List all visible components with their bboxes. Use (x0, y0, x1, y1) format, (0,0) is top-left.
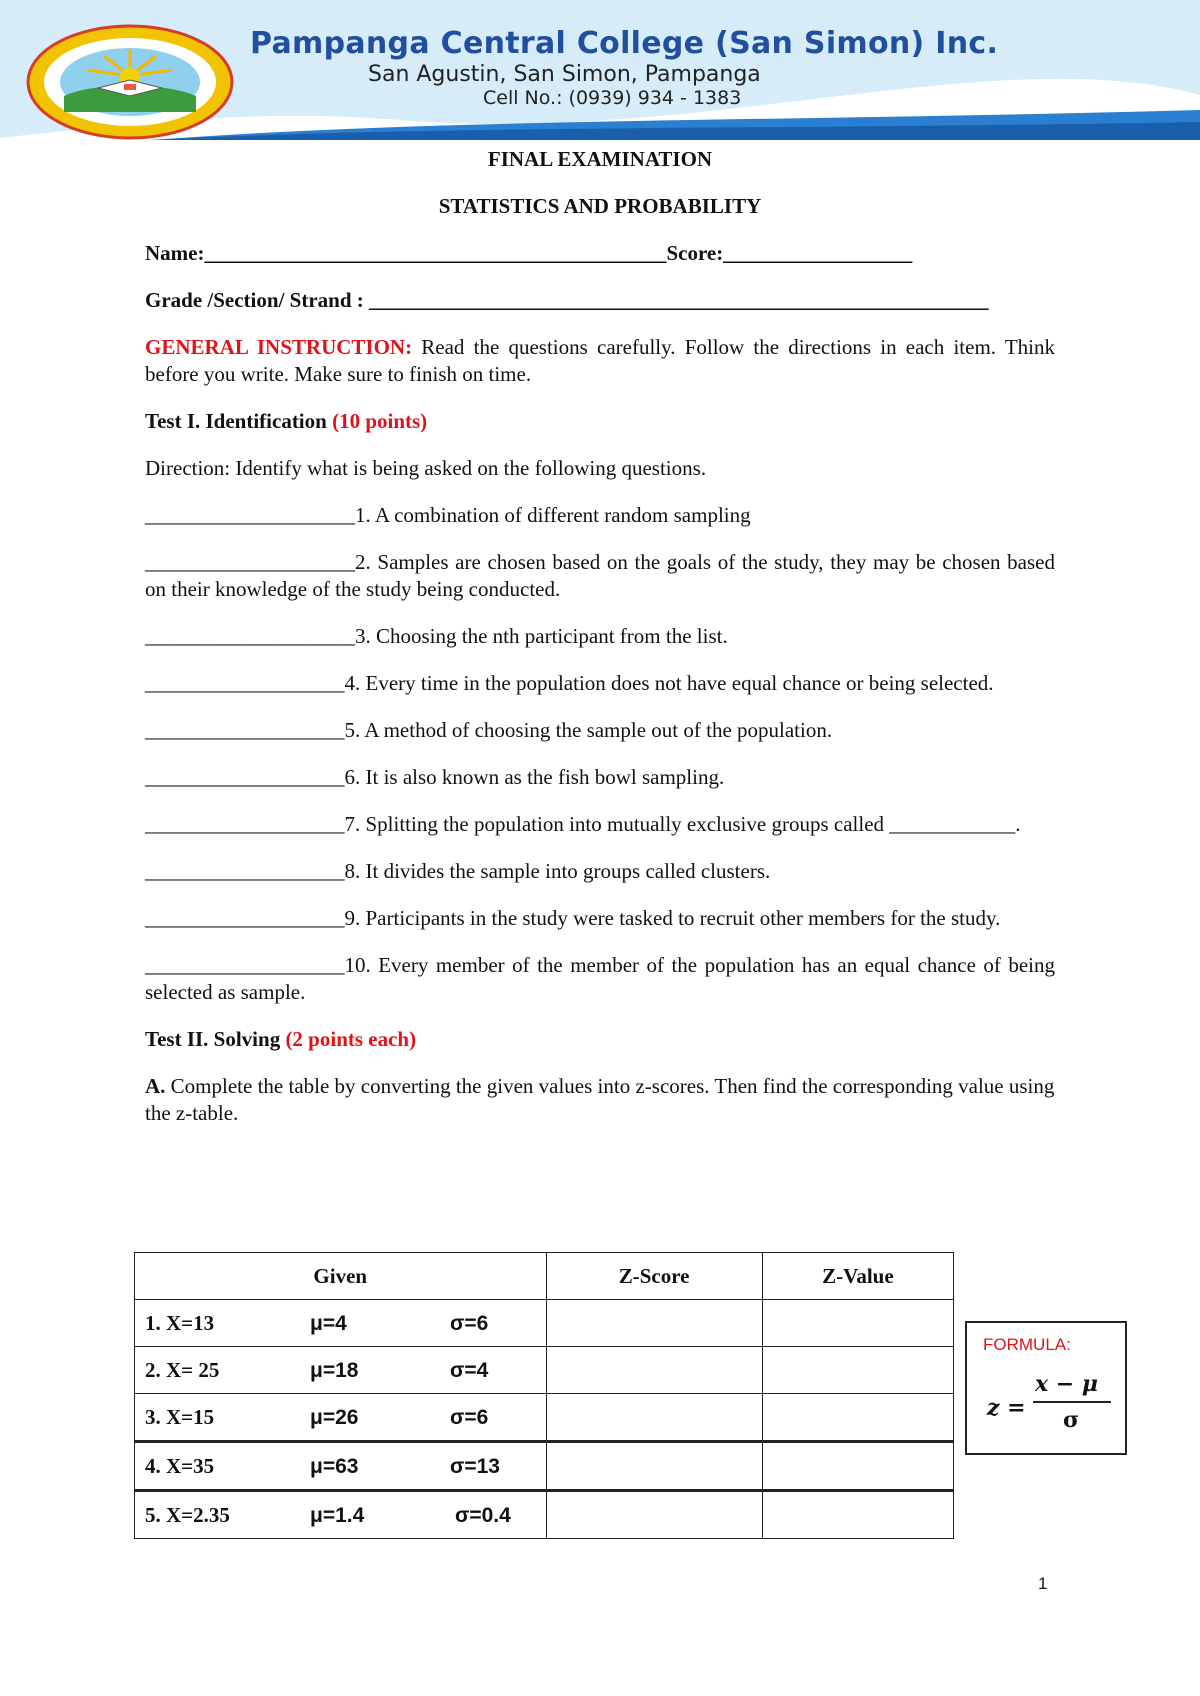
general-instruction (145, 334, 1055, 388)
letterhead (0, 0, 1200, 140)
mu-value: μ=26 (310, 1405, 359, 1429)
z-value-answer-cell[interactable] (762, 1394, 953, 1442)
answer-blank: ___________________ (145, 765, 345, 789)
given-cell (135, 1491, 547, 1539)
test2-points: (2 points each) (285, 1027, 417, 1051)
given-cell (135, 1442, 547, 1491)
answer-blank: ___________________ (145, 718, 345, 742)
question-item (145, 717, 1055, 744)
question-item (145, 905, 1055, 932)
table-row (135, 1300, 954, 1347)
header-given: Given (135, 1253, 547, 1300)
question-item (145, 811, 1055, 838)
sigma-value: σ=0.4 (455, 1503, 511, 1527)
z-value-answer-cell[interactable] (762, 1300, 953, 1347)
z-score-answer-cell[interactable] (546, 1442, 762, 1491)
formula-numerator: x − μ (1035, 1371, 1098, 1397)
question-item (145, 623, 1055, 650)
answer-blank: ___________________ (145, 953, 345, 977)
mu-value: μ=63 (310, 1454, 359, 1478)
mu-value: μ=1.4 (310, 1503, 365, 1527)
school-contact-number: Cell No.: (0939) 934 - 1383 (483, 87, 742, 109)
table-row (135, 1442, 954, 1491)
part-a-label: A. (145, 1074, 166, 1098)
question-text: 6. It is also known as the fish bowl sampling. (344, 765, 725, 789)
question-item (145, 670, 1055, 697)
instruction-label: GENERAL INSTRUCTION: (145, 335, 413, 359)
given-cell (135, 1300, 547, 1347)
given-cell (135, 1394, 547, 1442)
answer-blank: ____________________ (145, 550, 355, 574)
formula-label: FORMULA: (983, 1335, 1071, 1354)
question-text: 3. Choosing the nth participant from the list. (355, 624, 728, 648)
subject-title: STATISTICS AND PROBABILITY (438, 194, 762, 218)
z-score-answer-cell[interactable] (546, 1394, 762, 1442)
answer-blank: ___________________ (145, 812, 345, 836)
test1-points: (10 points) (332, 409, 428, 433)
part-a-text: Complete the table by converting the given values into z-scores. Then find the corresponding value using the z-table. (145, 1074, 1055, 1125)
instruction-text: Read the questions carefully. Follow the directions in each item. Think before you write. Make sure to finish on time. (145, 335, 1056, 386)
formula-denominator: σ (1063, 1407, 1080, 1433)
question-text: 9. Participants in the study were tasked to recruit other members for the study. (344, 906, 1001, 930)
header-z-score: Z-Score (546, 1253, 762, 1300)
test2-heading (145, 1026, 1055, 1053)
sigma-value: σ=6 (450, 1405, 489, 1429)
table-row (135, 1491, 954, 1539)
question-text: 5. A method of choosing the sample out of the population. (344, 718, 833, 742)
school-address: San Agustin, San Simon, Pampanga (368, 62, 761, 87)
table-header-row (135, 1253, 954, 1300)
test1-title: Test I. Identification (145, 409, 333, 433)
formula-box (965, 1321, 1127, 1455)
question-text: 10. Every member of the member of the population has an equal chance of being selected as sample. (145, 953, 1055, 1004)
question-item (145, 549, 1055, 603)
fraction-bar (1033, 1401, 1111, 1403)
question-text: 1. A combination of different random sampling (355, 503, 751, 527)
question-item (145, 764, 1055, 791)
exam-title: FINAL EXAMINATION (487, 147, 713, 171)
question-text: 2. Samples are chosen based on the goals of the study, they may be chosen based on their knowledge of the study being conducted. (145, 550, 1055, 601)
college-seal-logo (24, 16, 236, 140)
table-row (135, 1394, 954, 1442)
mu-value: μ=18 (310, 1358, 359, 1382)
sigma-value: σ=4 (450, 1358, 489, 1382)
x-value: 5. X=2.35 (145, 1502, 230, 1527)
z-score-answer-cell[interactable] (546, 1491, 762, 1539)
z-score-table (134, 1252, 954, 1539)
formula-lhs: z = (987, 1395, 1026, 1421)
test1-heading (145, 408, 1055, 435)
z-score-answer-cell[interactable] (546, 1347, 762, 1394)
question-item (145, 952, 1055, 1006)
question-text: 8. It divides the sample into groups called clusters. (344, 859, 771, 883)
z-value-answer-cell[interactable] (762, 1442, 953, 1491)
test2-title: Test II. Solving (145, 1027, 286, 1051)
x-value: 4. X=35 (145, 1453, 215, 1478)
sigma-value: σ=13 (450, 1454, 500, 1478)
answer-blank: ___________________ (145, 671, 345, 695)
x-value: 3. X=15 (145, 1404, 215, 1429)
sigma-value: σ=6 (450, 1311, 489, 1335)
answer-blank: ____________________ (145, 624, 355, 648)
answer-blank: ___________________ (145, 906, 345, 930)
question-text: 4. Every time in the population does not have equal chance or being selected. (344, 671, 994, 695)
exam-body (145, 146, 1055, 1127)
table-row (135, 1347, 954, 1394)
question-item (145, 502, 1055, 529)
page-number: 1 (1038, 1574, 1048, 1593)
z-score-answer-cell[interactable] (546, 1300, 762, 1347)
name-score-line: Name:____________________________________________Score:__________________ (145, 241, 913, 265)
answer-blank: ____________________ (145, 503, 355, 527)
test1-direction: Direction: Identify what is being asked on the following questions. (145, 456, 707, 480)
answer-blank: ___________________ (145, 859, 345, 883)
question-item (145, 858, 1055, 885)
x-value: 2. X= 25 (145, 1357, 220, 1382)
given-cell (135, 1347, 547, 1394)
z-value-answer-cell[interactable] (762, 1491, 953, 1539)
header-z-value: Z-Value (762, 1253, 953, 1300)
grade-section-line: Grade /Section/ Strand : ___________________________________________________________ (145, 288, 989, 312)
question-text: 7. Splitting the population into mutually exclusive groups called ____________. (344, 812, 1021, 836)
z-value-answer-cell[interactable] (762, 1347, 953, 1394)
x-value: 1. X=13 (145, 1310, 215, 1335)
school-name: Pampanga Central College (San Simon) Inc. (250, 26, 999, 61)
mu-value: μ=4 (310, 1311, 347, 1335)
test2-part-a-direction (145, 1073, 1055, 1127)
